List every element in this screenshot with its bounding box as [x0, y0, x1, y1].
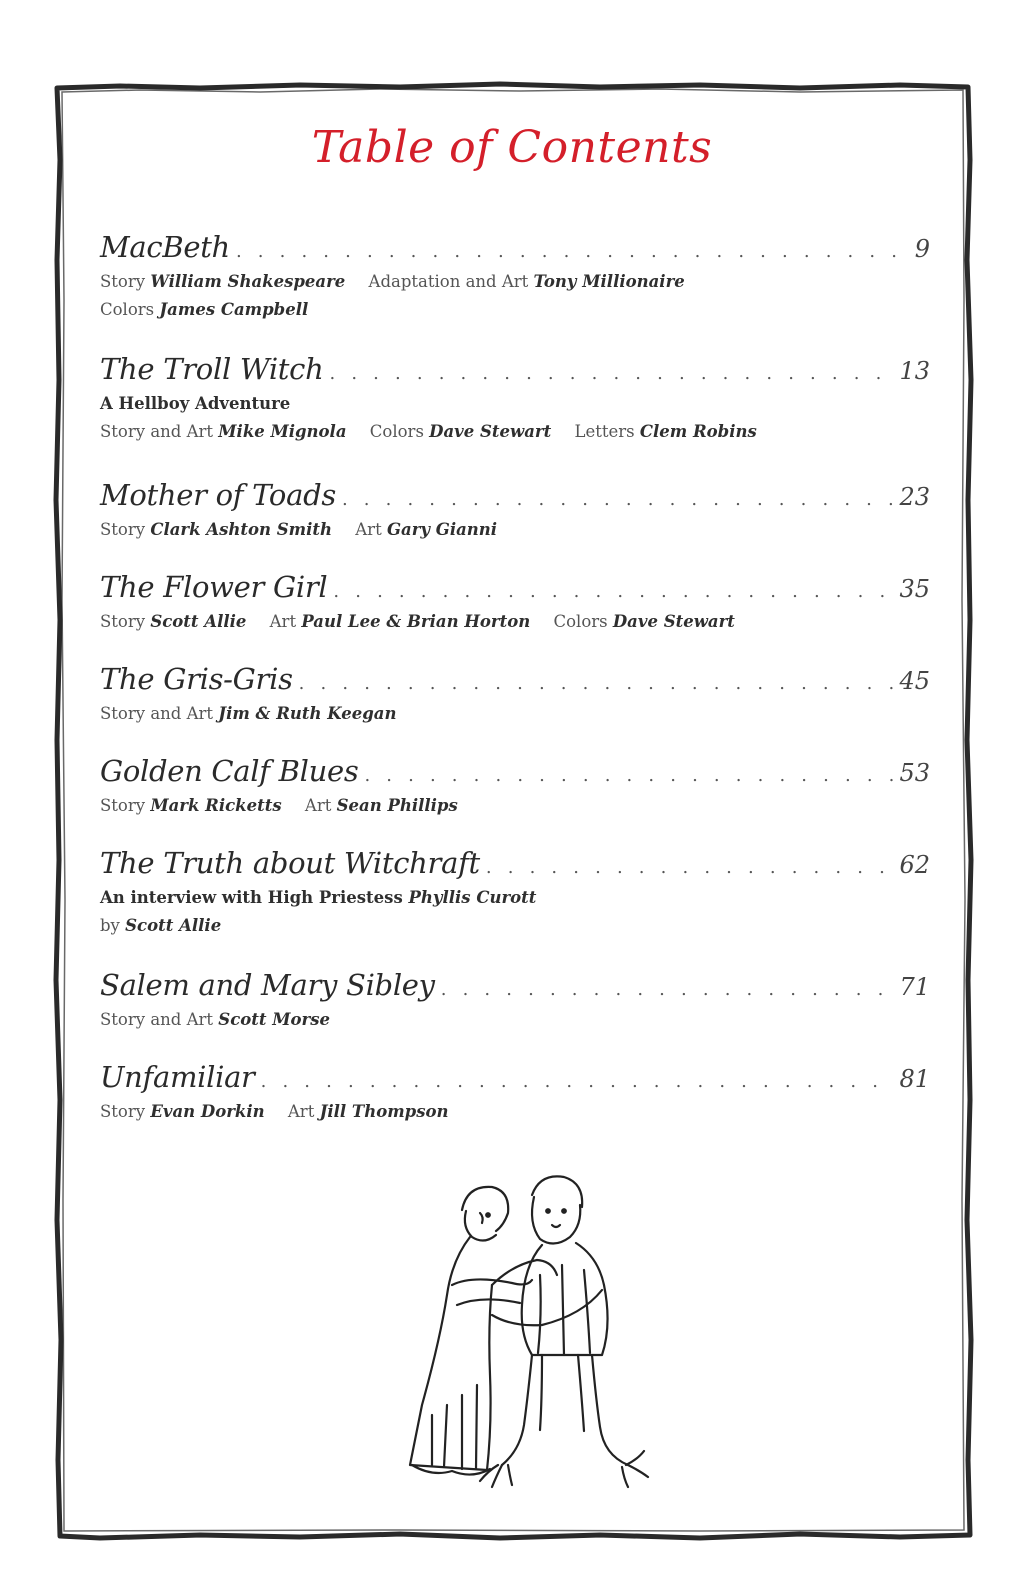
entry-title[interactable]: The Flower Girl [100, 570, 328, 604]
credit-role: Story and Art [100, 1010, 214, 1029]
credit-role: Art [304, 796, 332, 815]
credit-role: Story [100, 796, 146, 815]
dot-leader [486, 859, 896, 877]
credit-line [100, 702, 930, 726]
credit-name: Tony Millionaire [533, 272, 685, 291]
entry-subtitle: A Hellboy Adventure [100, 394, 291, 413]
page-number: 71 [899, 973, 930, 1001]
entry-title[interactable]: MacBeth [100, 230, 230, 264]
credit-role: Story [100, 520, 146, 539]
credit-line [100, 794, 930, 818]
entry-title[interactable]: The Gris-Gris [100, 662, 293, 696]
credit-role: Colors [100, 300, 155, 319]
entry-title[interactable]: The Truth about Witchraft [100, 846, 480, 880]
credit-role: Colors [369, 422, 424, 441]
credit-role: Adaptation and Art [368, 272, 529, 291]
credit-role: Story [100, 272, 146, 291]
subtitle-name: Phyllis Curott [408, 888, 537, 907]
credit-line [100, 518, 930, 542]
dot-leader [236, 243, 911, 261]
credit-role: Story and Art [100, 704, 214, 723]
page-number: 45 [899, 667, 930, 695]
toc-entry-gris-gris[interactable] [100, 662, 930, 726]
credit-line [100, 298, 930, 322]
page-title: Table of Contents [311, 122, 713, 173]
entry-title[interactable]: The Troll Witch [100, 352, 324, 386]
credit-name: Dave Stewart [612, 612, 735, 631]
credit-name: Mike Mignola [218, 422, 347, 441]
credit-role: by [100, 916, 120, 935]
credit-name: Jim & Ruth Keegan [218, 704, 397, 723]
credit-name: Clark Ashton Smith [150, 520, 333, 539]
credit-name: Scott Allie [150, 612, 247, 631]
credit-role: Story [100, 612, 146, 631]
entry-subtitle [100, 886, 930, 910]
credit-role: Art [355, 520, 382, 539]
credit-name: Gary Gianni [386, 520, 498, 539]
subtitle-text: An interview with High Priestess [100, 888, 403, 907]
entry-title[interactable]: Unfamiliar [100, 1060, 255, 1094]
entry-title[interactable]: Golden Calf Blues [100, 754, 359, 788]
credit-line [100, 420, 930, 444]
credit-name: Scott Morse [218, 1010, 330, 1029]
page-number: 9 [914, 235, 930, 263]
credit-name: Sean Phillips [336, 796, 458, 815]
credit-line [100, 1100, 930, 1124]
page-number: 62 [899, 851, 930, 879]
dot-leader [342, 491, 896, 509]
entry-title[interactable]: Salem and Mary Sibley [100, 968, 435, 1002]
page-number: 35 [899, 575, 930, 603]
credit-name: Evan Dorkin [150, 1102, 265, 1121]
dot-leader [299, 675, 896, 693]
credit-role: Story [100, 1102, 146, 1121]
credit-role: Art [287, 1102, 315, 1121]
credit-line [100, 610, 930, 634]
woodcut-illustration [392, 1165, 652, 1495]
page-number: 13 [899, 357, 930, 385]
dot-leader [364, 767, 895, 785]
page-number: 53 [899, 759, 930, 787]
toc-entry-flower-girl[interactable] [100, 570, 930, 634]
toc-entry-salem-and-mary-sibley[interactable] [100, 968, 930, 1032]
credit-name: Mark Ricketts [150, 796, 282, 815]
page-number: 81 [899, 1065, 930, 1093]
dot-leader [441, 981, 896, 999]
credit-role: Letters [574, 422, 635, 441]
credit-line [100, 1008, 930, 1032]
credit-role: Story and Art [100, 422, 214, 441]
toc-entry-truth-about-witchraft[interactable] [100, 846, 930, 938]
toc-entry-macbeth[interactable] [100, 230, 930, 322]
credit-name: William Shakespeare [150, 272, 346, 291]
toc-entry-mother-of-toads[interactable] [100, 478, 930, 542]
credit-name: Scott Allie [125, 916, 222, 935]
toc-entry-unfamiliar[interactable] [100, 1060, 930, 1124]
dot-leader [329, 365, 895, 383]
entry-title[interactable]: Mother of Toads [100, 478, 336, 512]
credit-name: Jill Thompson [319, 1102, 449, 1121]
credit-role: Colors [553, 612, 608, 631]
credit-name: James Campbell [159, 300, 309, 319]
dot-leader [261, 1073, 896, 1091]
toc-entry-troll-witch[interactable] [100, 352, 930, 444]
credit-line [100, 914, 930, 938]
credit-line [100, 270, 930, 294]
credit-name: Paul Lee & Brian Horton [301, 612, 531, 631]
dot-leader [333, 583, 895, 601]
credit-name: Clem Robins [639, 422, 757, 441]
credit-name: Dave Stewart [429, 422, 552, 441]
credit-role: Art [269, 612, 297, 631]
page-number: 23 [899, 483, 930, 511]
toc-entry-golden-calf-blues[interactable] [100, 754, 930, 818]
